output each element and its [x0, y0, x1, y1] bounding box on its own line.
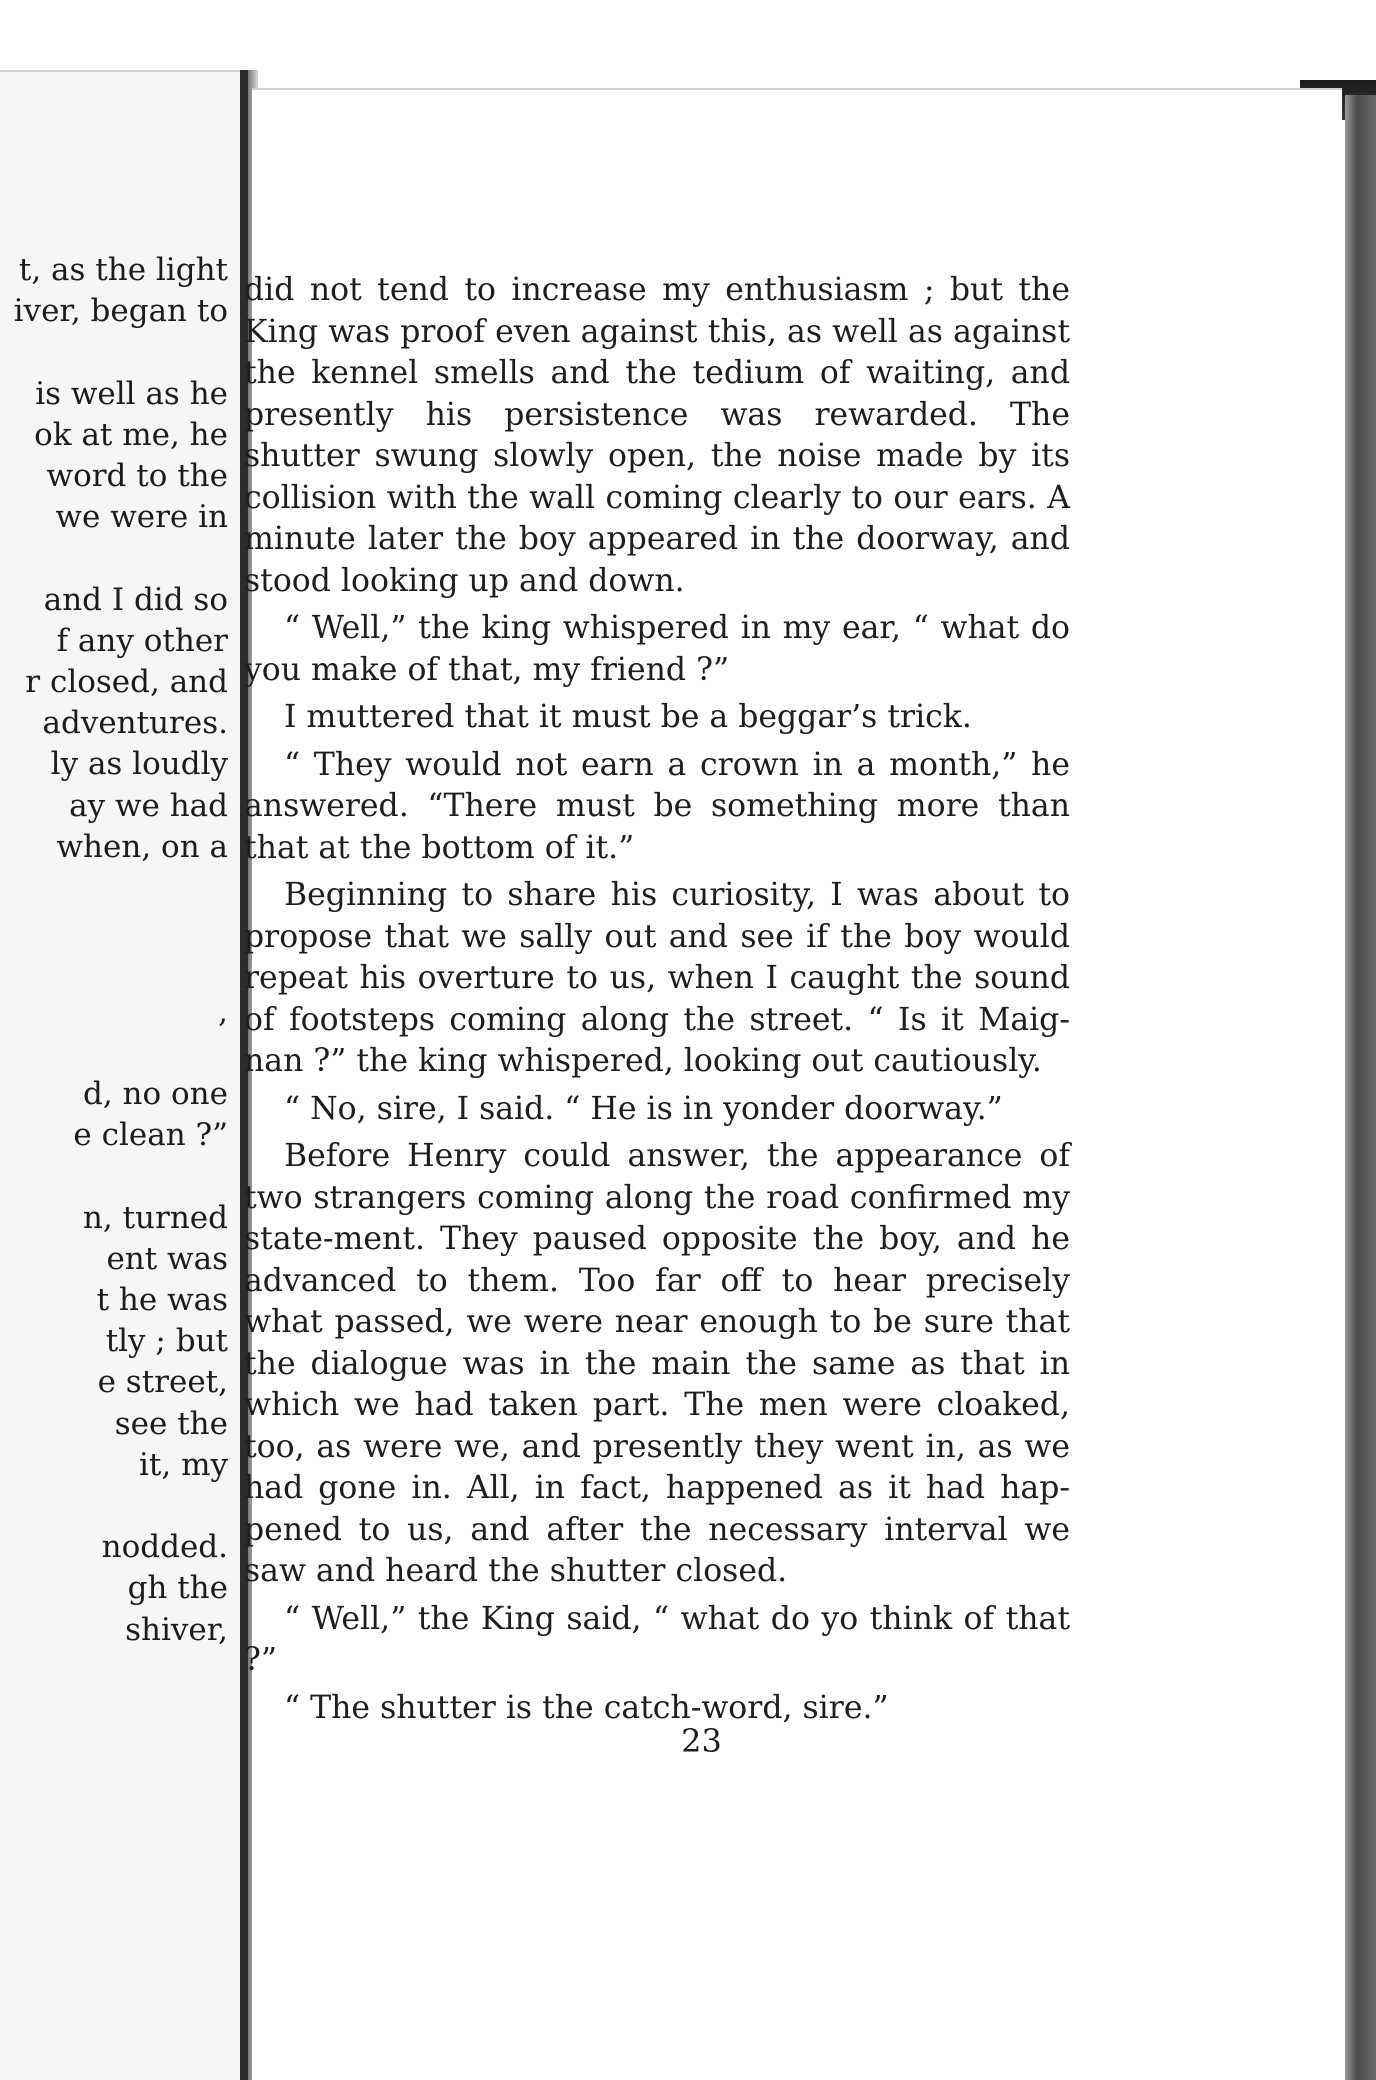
left-page-line: we were in — [55, 499, 228, 536]
left-page-line: n, turned — [82, 1199, 228, 1236]
paragraph: “ The shutter is the catch-word, sire.” — [284, 1689, 889, 1726]
left-page-line: iver, began to — [13, 293, 228, 330]
left-page-line: d, no one — [82, 1076, 228, 1112]
left-page-line: ent was — [106, 1240, 228, 1277]
left-page-line: and I did so — [43, 581, 228, 618]
left-page-line: e clean ?” — [73, 1117, 228, 1154]
left-page-line: t he was — [96, 1282, 228, 1318]
left-page-line: gh the — [127, 1570, 228, 1607]
left-page-line: r closed, and — [25, 664, 228, 700]
left-page-line: word to the — [46, 458, 228, 494]
paragraph: “ Well,” the King said, “ what do yo think of that ?” — [244, 1600, 1070, 1678]
left-page-line: is well as he — [35, 375, 228, 412]
paragraph: did not tend to increase my enthusiasm ; but the King was proof even against this, as well as against the kennel smells and the tedium of waiting, and presently his persistence was rewarded. The shutter swung slowly open, the noise made by its collision with the wall coming clearly to our ears. A minute later the boy appeared in the doorway, and stood looking up and down. — [244, 272, 1070, 599]
page-number — [0, 1722, 1376, 1760]
paragraph: Beginning to share his curiosity, I was about to propose that we sally out and see if the boy would repeat his overture to us, when I caught the sound of footsteps coming along the street. “ Is it Maig-nan ?” the king whispered, looking out cautiously. — [244, 877, 1070, 1079]
left-page — [0, 70, 248, 2080]
left-page-line: ok at me, he — [34, 416, 228, 453]
page-edge — [1345, 95, 1376, 2080]
left-page-line: ly as loudly — [50, 746, 228, 783]
left-page-line: , — [218, 993, 228, 1030]
left-page-line: see the — [114, 1405, 228, 1442]
left-page-line: shiver, — [125, 1611, 228, 1648]
left-page-line: tly ; but — [105, 1323, 228, 1360]
left-page-line: when, on a — [56, 828, 228, 865]
left-page-line: t, as the light — [18, 252, 228, 288]
paragraph: “ They would not earn a crown in a month,” he answered. “There must be something more than that at the bottom of it.” — [244, 746, 1070, 866]
paragraph: I muttered that it must be a beggar’s trick. — [284, 699, 972, 735]
left-page-line: it, my — [139, 1446, 228, 1483]
paragraph: Before Henry could answer, the appearance of two strangers coming along the road confirmed my state-ment. They paused opposite the boy, and he advanced to them. Too far off to hear precisely what passed, we were near enough to be sure that the dialogue was in the main the same as that in which we had taken part. The men were cloaked, too, as were we, and presently they went in, as we had gone in. All, in fact, happened as it had hap-pened to us, and after the necessary interval we saw and heard the shutter closed. — [244, 1138, 1070, 1589]
left-page-line: nodded. — [101, 1529, 228, 1566]
page-number-text: 23 — [681, 1722, 722, 1760]
left-page-line: f any other — [56, 622, 228, 659]
left-page-line: ay we had — [69, 787, 228, 824]
left-page-line: adventures. — [42, 705, 228, 742]
paragraph: “ No, sire, I said. “ He is in yonder doorway.” — [284, 1090, 1003, 1127]
left-page-line: e street, — [97, 1364, 228, 1401]
paragraph: “ Well,” the king whispered in my ear, “ what do you make of that, my friend ?” — [244, 610, 1070, 688]
right-page-text — [244, 270, 1070, 1735]
